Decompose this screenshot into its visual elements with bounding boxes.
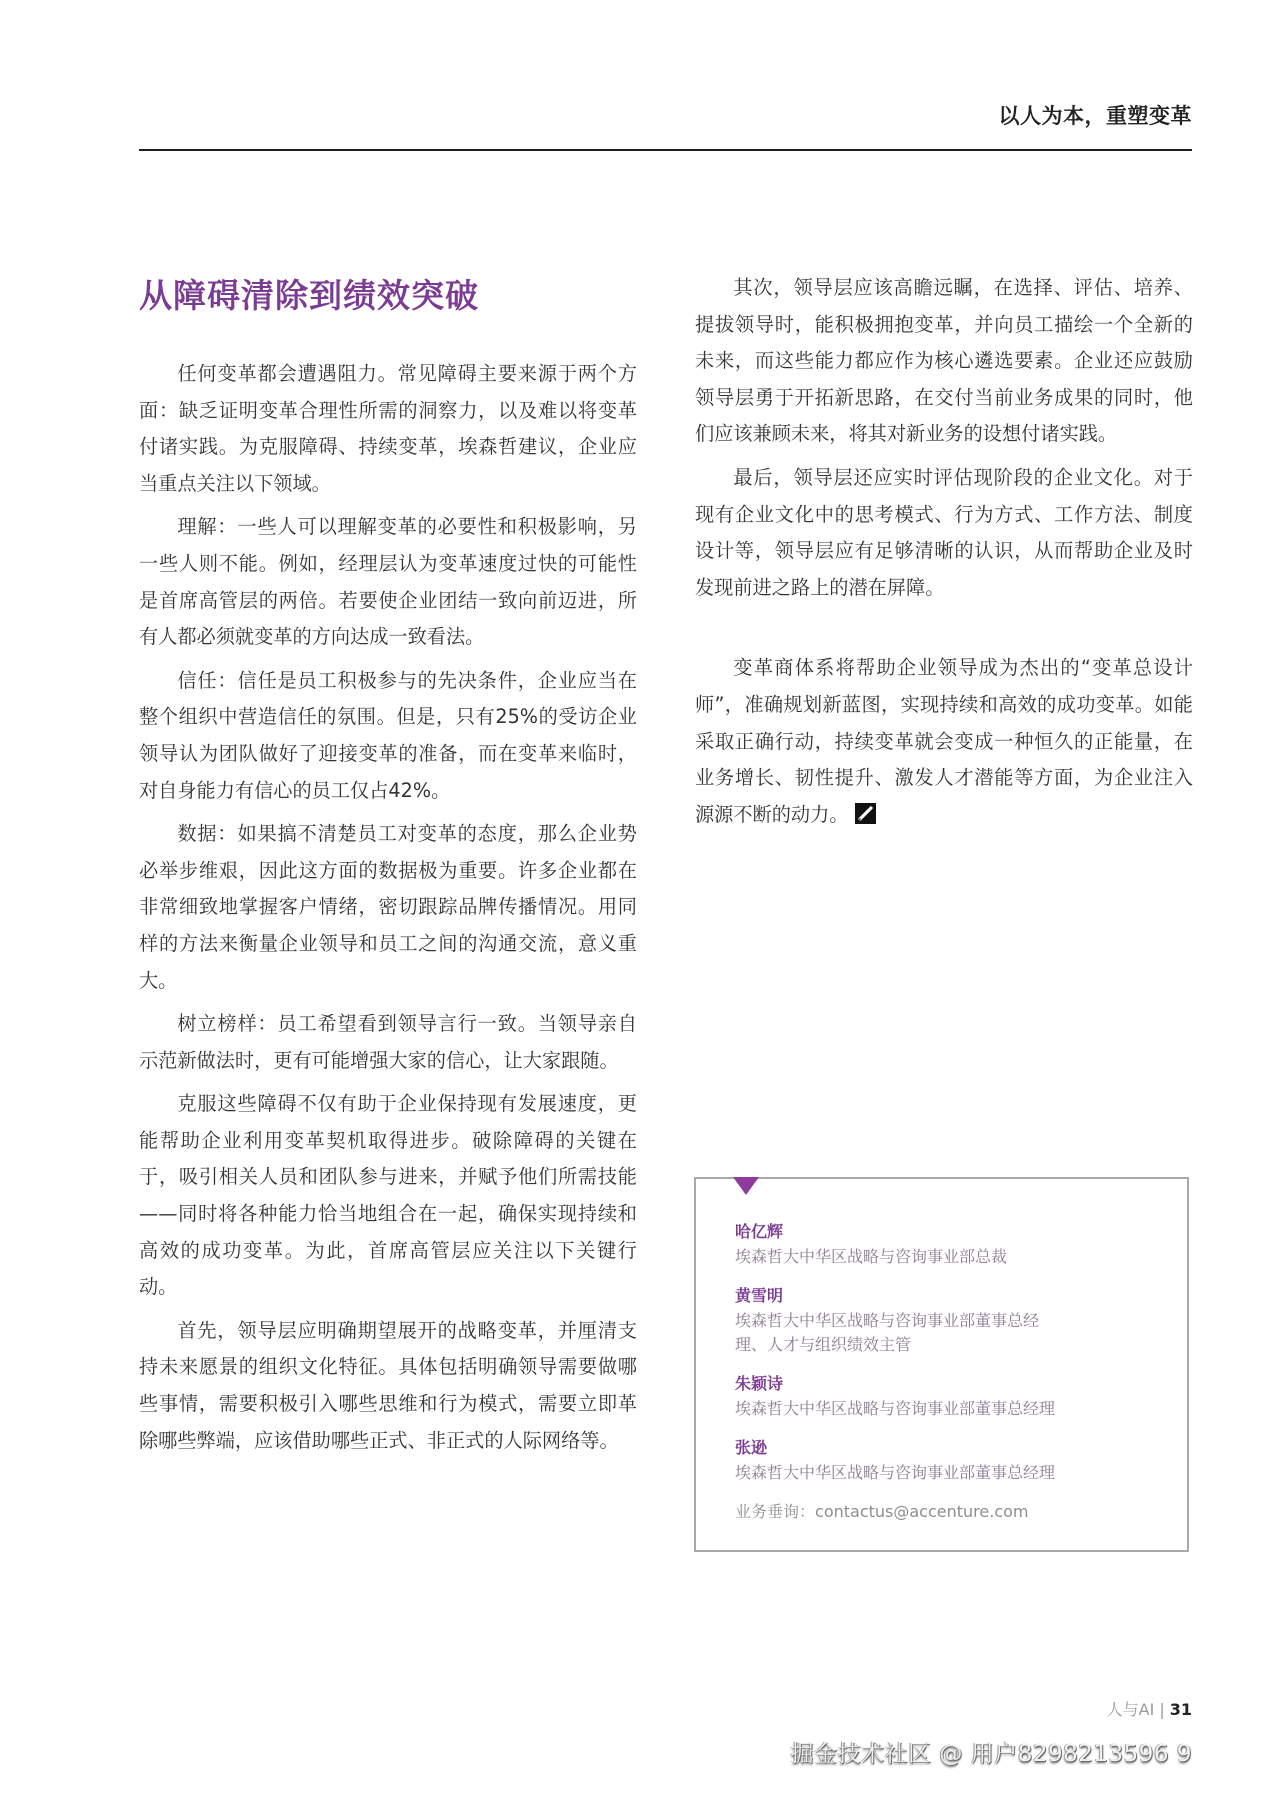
body-paragraph: 信任：信任是员工积极参与的先决条件，企业应当在整个组织中营造信任的氛围。但是，只有25%的受访企业领导认为团队做好了迎接变革的准备，而在变革来临时，对自身能力有信心的员工仅占42%。 bbox=[139, 668, 637, 802]
person-title: 埃森哲大中华区战略与咨询事业部董事总经理、人才与组织绩效主管 bbox=[735, 1311, 1040, 1354]
body-paragraph: 其次，领导层应该高瞻远瞩，在选择、评估、培养、提拔领导时，能积极拥抱变革，并向员工描绘一个全新的未来，而这些能力都应作为核心遴选要素。企业还应鼓励领导层勇于开拓新思路，在交付当前业务成果的同时，他们应该兼顾未来，将其对新业务的设想付诸实践。 bbox=[695, 276, 1193, 446]
closing-paragraph bbox=[695, 650, 1193, 833]
contact-label: 业务垂询： bbox=[735, 1502, 816, 1521]
contact-person bbox=[735, 1435, 1175, 1485]
left-column bbox=[139, 356, 637, 1466]
page-footer bbox=[1107, 1700, 1192, 1720]
contact-box bbox=[694, 1177, 1189, 1552]
person-title: 埃森哲大中华区战略与咨询事业部总裁 bbox=[735, 1247, 1008, 1266]
person-title: 埃森哲大中华区战略与咨询事业部董事总经理 bbox=[735, 1399, 1056, 1418]
body-paragraph: 最后，领导层还应实时评估现阶段的企业文化。对于现有企业文化中的思考模式、行为方式、工作方法、制度设计等，领导层应有足够清晰的认识，从而帮助企业及时发现前进之路上的潜在屏障。 bbox=[695, 465, 1193, 599]
person-name: 张逊 bbox=[735, 1438, 768, 1457]
person-title: 埃森哲大中华区战略与咨询事业部董事总经理 bbox=[735, 1463, 1056, 1482]
body-paragraph: 任何变革都会遭遇阻力。常见障碍主要来源于两个方面：缺乏证明变革合理性所需的洞察力，以及难以将变革付诸实践。为克服障碍、持续变革，埃森哲建议，企业应当重点关注以下领域。 bbox=[139, 362, 637, 495]
contact-line bbox=[735, 1499, 1175, 1525]
footer-separator: | bbox=[1159, 1700, 1165, 1719]
page-number: 31 bbox=[1169, 1700, 1192, 1719]
body-paragraph: 树立榜样：员工希望看到领导言行一致。当领导亲自示范新做法时，更有可能增强大家的信心，让大家跟随。 bbox=[139, 1012, 637, 1072]
body-paragraph: 理解：一些人可以理解变革的必要性和积极影响，另一些人则不能。例如，经理层认为变革速度过快的可能性是首席高管层的两倍。若要使企业团结一致向前迈进，所有人都必须就变革的方向达成一致看法。 bbox=[139, 515, 637, 649]
section-title: 从障碍清除到绩效突破 bbox=[139, 276, 479, 315]
person-name: 黄雪明 bbox=[735, 1286, 784, 1305]
triangle-marker-icon bbox=[733, 1177, 759, 1195]
contact-person bbox=[735, 1219, 1175, 1269]
body-paragraph: 首先，领导层应明确期望展开的战略变革，并厘清支持未来愿景的组织文化特征。具体包括明确领导需要做哪些事情，需要积极引入哪些思维和行为模式，需要立即革除哪些弊端，应该借助哪些正式、非正式的人际网络等。 bbox=[139, 1318, 637, 1452]
header-divider bbox=[139, 149, 1192, 151]
watermark-text: 掘金技术社区 @ 用户8298213596 9 bbox=[790, 1741, 1192, 1767]
person-name: 哈亿辉 bbox=[735, 1222, 784, 1241]
person-name: 朱颖诗 bbox=[735, 1374, 784, 1393]
contact-list bbox=[735, 1219, 1175, 1525]
body-paragraph: 数据：如果搞不清楚员工对变革的态度，那么企业势必举步维艰，因此这方面的数据极为重要。许多企业都在非常细致地掌握客户情绪，密切跟踪品牌传播情况。用同样的方法来衡量企业领导和员工之间的沟通交流，意义重大。 bbox=[139, 822, 637, 992]
pencil-icon bbox=[855, 803, 876, 824]
contact-email-link[interactable]: contactus@accenture.com bbox=[815, 1502, 1029, 1521]
footer-section-label: 人与AI bbox=[1106, 1700, 1155, 1719]
contact-person bbox=[735, 1371, 1175, 1421]
right-column bbox=[695, 270, 1193, 840]
closing-text: 变革商体系将帮助企业领导成为杰出的“变革总设计师”，准确规划新蓝图，实现持续和高效的成功变革。如能采取正确行动，持续变革就会变成一种恒久的正能量，在业务增长、韧性提升、激发人才潜能等方面，为企业注入源源不断的动力。 bbox=[695, 656, 1193, 826]
body-paragraph: 克服这些障碍不仅有助于企业保持现有发展速度，更能帮助企业利用变革契机取得进步。破除障碍的关键在于，吸引相关人员和团队参与进来，并赋予他们所需技能——同时将各种能力恰当地组合在一起，确保实现持续和高效的成功变革。为此，首席高管层应关注以下关键行动。 bbox=[139, 1092, 637, 1299]
contact-person bbox=[735, 1283, 1175, 1357]
running-header-title: 以人为本，重塑变革 bbox=[998, 104, 1192, 128]
